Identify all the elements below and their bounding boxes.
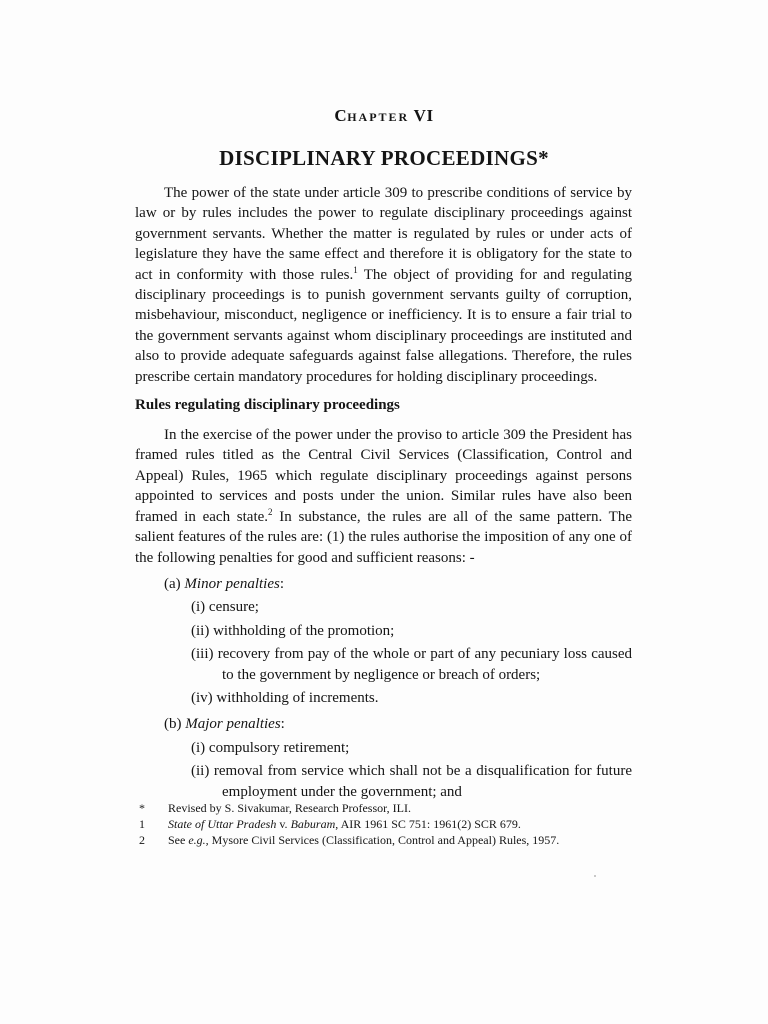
footnote-lead: See	[168, 833, 189, 847]
list-item	[135, 688, 632, 708]
section-text-part-2: In substance, the rules are all of the same pattern. The salient features of the rules are: (1) the rules authorise the imposition of any one of the following penalties for good and sufficient reasons: -	[135, 508, 632, 566]
list-item	[135, 597, 632, 617]
section-paragraph	[135, 425, 632, 568]
list-marker: (i)	[191, 599, 206, 616]
footnote	[139, 832, 639, 848]
page-title: DISCIPLINARY PROCEEDINGS*	[219, 146, 549, 170]
intro-paragraph	[135, 183, 632, 387]
case-name-part-2: Baburam	[290, 817, 336, 831]
list-item	[135, 761, 632, 802]
list-marker: (iv)	[191, 689, 213, 706]
chapter-word-rest: HAPTER	[347, 110, 410, 124]
list-marker: (a)	[164, 575, 181, 592]
footnote-mark: 2	[139, 833, 145, 847]
footnote-text: Revised by S. Sivakumar, Research Professor, ILI.	[168, 801, 411, 815]
footnote-text	[168, 816, 639, 832]
list-marker: (ii)	[191, 622, 210, 639]
footnote-text	[168, 832, 639, 848]
label-colon: :	[279, 575, 284, 592]
list-item-text: withholding of increments.	[216, 689, 379, 706]
list-marker: (iii)	[191, 646, 214, 663]
minor-penalties-heading	[135, 574, 632, 594]
footnotes	[139, 800, 639, 848]
minor-penalties-label: Minor penalties	[184, 575, 280, 592]
case-separator: v.	[276, 817, 291, 831]
list-item	[135, 738, 632, 758]
chapter-number: VI	[413, 106, 434, 125]
list-item	[135, 621, 632, 641]
major-penalties-label: Major penalties	[185, 716, 281, 733]
intro-text-part-2: The object of providing for and regulating disciplinary proceedings is to punish government servants guilty of corruption, misbehaviour, misconduct, negligence or inefficiency. It is to ensure a fair trial to the government servants against whom disciplinary proceedings are instituted and also to provide adequate safeguards against false allegations. Therefore, the rules prescribe certain mandatory procedures for holding disciplinary proceedings.	[135, 266, 632, 385]
major-penalties-heading	[135, 714, 632, 734]
scan-speck	[594, 875, 596, 877]
list-item-text: withholding of the promotion;	[213, 622, 395, 639]
chapter-heading	[0, 106, 768, 126]
intro-text-part-1: The power of the state under article 309 to prescribe conditions of service by law or by rules includes the power to regulate disciplinary proceedings against government servants. Whether the matter is regulated by rules or under acts of legislature they have the same effect and therefore it is obligatory for the state to act in conformity with those rules.	[135, 185, 632, 283]
section-text-part-1: In the exercise of the power under the proviso to article 309 the President has framed rules titled as the Central Civil Services (Classification, Control and Appeal) Rules, 1965 which regulate disciplinary proceedings against persons appointed to services and posts under the union. Similar rules have also been framed in each state.	[135, 427, 632, 525]
footnote-ref-2: 2	[268, 506, 273, 517]
footnote-tail: Mysore Civil Services (Classification, Control and Appeal) Rules, 1957.	[208, 833, 560, 847]
footnote-eg: e.g.,	[188, 833, 209, 847]
footnote-mark: 1	[139, 817, 145, 831]
chapter-initial: C	[334, 106, 348, 125]
list-item	[135, 644, 632, 685]
list-item-text: compulsory retirement;	[208, 739, 350, 756]
list-marker: (i)	[191, 739, 206, 756]
case-citation: , AIR 1961 SC 751: 1961(2) SCR 679.	[335, 817, 521, 831]
document-body	[135, 183, 632, 802]
list-marker: (b)	[164, 716, 182, 733]
case-name-part-1: State of Uttar Pradesh	[168, 817, 277, 831]
penalty-list	[135, 574, 632, 802]
label-colon: :	[280, 716, 285, 733]
footnote	[139, 800, 639, 816]
footnote-ref-1: 1	[353, 264, 358, 275]
list-item-text: removal from service which shall not be a disqualification for future employment under the government; and	[213, 763, 632, 800]
section-heading: Rules regulating disciplinary proceedings	[135, 397, 400, 414]
footnote-mark: *	[139, 801, 145, 815]
list-marker: (ii)	[191, 763, 210, 780]
footnote	[139, 816, 639, 832]
list-item-text: recovery from pay of the whole or part of any pecuniary loss caused to the government by negligence or breach of orders;	[217, 646, 633, 683]
list-item-text: censure;	[208, 599, 259, 616]
